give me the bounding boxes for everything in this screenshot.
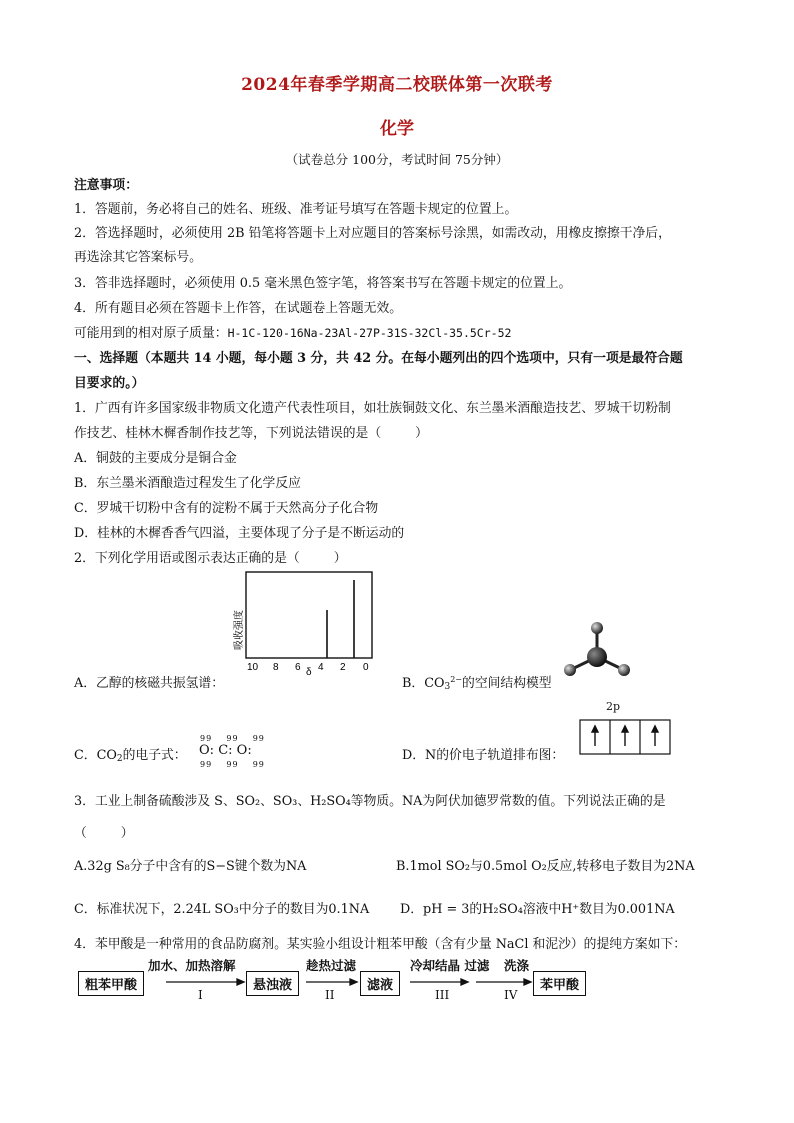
- nmr-tick-8: 8: [273, 662, 279, 673]
- q1-option-b: B．东兰墨米酒酿造过程发生了化学反应: [74, 476, 301, 491]
- q3-option-c: C．标准状况下，2.24L SO₃中分子的数目为0.1NA: [74, 902, 370, 917]
- oxygen-ball-top: [591, 622, 603, 634]
- q3-paren-open: （: [74, 826, 87, 841]
- section1-heading-b: 目要求的。）: [74, 376, 145, 391]
- q2-option-a: A．乙醇的核磁共振氢谱：: [74, 676, 225, 691]
- q2-option-c: [74, 744, 187, 764]
- orbital-diagram: [579, 719, 673, 757]
- nmr-spectrum-figure: [228, 568, 378, 676]
- q1-option-c: C．罗城干切粉中含有的淀粉不属于天然高分子化合物: [74, 501, 379, 516]
- q2-stem-text: 2．下列化学用语或图示表达正确的是（: [74, 551, 300, 566]
- oxygen-ball-right: [618, 664, 630, 676]
- notice-item-1: 1．答题前，务必将自己的姓名、班级、准考证号填写在答题卡规定的位置上。: [74, 202, 518, 217]
- notice-item-3: 3．答非选择题时，必须使用 0.5 毫米黑色签字笔，将答案书写在答题卡规定的位置上。: [74, 276, 572, 291]
- nmr-tick-0: 0: [363, 662, 369, 673]
- nmr-tick-6: 6: [295, 662, 301, 673]
- q3-paren-close: ）: [120, 826, 134, 841]
- subject-title: 化学: [380, 119, 414, 139]
- flow-box-filtrate: 滤液: [360, 971, 400, 996]
- nmr-ylabel: 吸收强度: [234, 610, 245, 650]
- q2-c-prefix: C．CO: [74, 748, 117, 763]
- electron-formula: O: C: O:: [199, 743, 252, 758]
- flow-roman-4: IV: [504, 988, 518, 1002]
- q2-c-sub: 2: [116, 754, 123, 764]
- q2-option-b: [402, 672, 552, 692]
- carbonate-ball-model: [558, 618, 638, 688]
- oxygen-ball-left: [564, 664, 576, 676]
- formula-c: C: [218, 743, 229, 758]
- q2-stem-end: ）: [333, 551, 347, 566]
- formula-o-right: O: [236, 743, 248, 758]
- dots-top-1: 99: [200, 734, 213, 743]
- atomic-masses: [74, 322, 511, 341]
- nmr-tick-2: 2: [340, 662, 346, 673]
- q1-stem-b-text: 作技艺、桂林木樨香制作技艺等，下列说法错误的是（: [74, 426, 382, 441]
- flow-box-product: 苯甲酸: [533, 971, 586, 996]
- q2-b-sup: 2−: [450, 675, 463, 684]
- q3-stem-b: [74, 822, 134, 841]
- formula-o-left: O: [199, 743, 210, 758]
- notice-item-4: 4．所有题目必须在答题卡上作答，在试题卷上答题无效。: [74, 301, 403, 316]
- q1-stem-end: ）: [415, 426, 428, 441]
- q2-option-d: D．N的价电子轨道排布图：: [402, 748, 565, 763]
- q2-b-sub: 3: [444, 682, 451, 692]
- dots-bot-2: 99: [226, 760, 239, 769]
- nmr-unit: δ: [306, 667, 312, 676]
- flow-step-4: 洗涤: [504, 958, 530, 973]
- section1-heading-a: 一、选择题（本题共 14 小题，每小题 3 分，共 42 分。在每小题列出的四个选项中，只有一项是最符合题: [74, 351, 683, 366]
- atomic-masses-label: 可能用到的相对原子质量：: [74, 326, 228, 341]
- dots-bot-1: 99: [200, 760, 213, 769]
- q1-stem-b: [74, 422, 428, 441]
- atomic-masses-values: H-1C-120-16Na-23Al-27P-31S-32Cl-35.5Cr-52: [227, 326, 512, 340]
- q3-option-b: B.1mol SO₂与0.5mol O₂反应,转移电子数目为2NA: [396, 859, 695, 874]
- carbon-ball: [587, 647, 607, 667]
- flow-step-2: 趁热过滤: [306, 958, 357, 973]
- q2-b-text: 的空间结构模型: [462, 676, 552, 691]
- orbital-label: 2p: [606, 700, 621, 713]
- exam-info: （试卷总分 100分，考试时间 75分钟）: [285, 152, 509, 167]
- flow-step-1: 加水、加热溶解: [148, 958, 236, 973]
- notice-heading: 注意事项：: [74, 178, 138, 193]
- q2-c-text: 的电子式：: [122, 748, 187, 763]
- dots-top-2: 99: [226, 734, 239, 743]
- q4-stem: 4．苯甲酸是一种常用的食品防腐剂。某实验小组设计粗苯甲酸（含有少量 NaCl 和泥沙）的提纯方案如下：: [74, 937, 687, 952]
- exam-title: 2024年春季学期高二校联体第一次联考: [241, 75, 553, 95]
- flow-box-suspension: 悬浊液: [246, 971, 299, 996]
- flow-step-3: 冷却结晶 过滤: [410, 958, 490, 973]
- q1-option-a: A．铜鼓的主要成分是铜合金: [74, 451, 237, 466]
- electron-dots-top: [200, 734, 265, 743]
- notice-item-2a: 2．答选择题时，必须使用 2B 铅笔将答题卡上对应题目的答案标号涂黑，如需改动，用橡皮擦擦干净后，: [74, 226, 671, 241]
- q1-stem-a: 1．广西有许多国家级非物质文化遗产代表性项目，如壮族铜鼓文化、东兰墨米酒酿造技艺、罗城干切粉制: [74, 401, 671, 416]
- q2-b-prefix: B．CO: [402, 676, 445, 691]
- q2-stem: [74, 547, 347, 566]
- electron-dots-bottom: [200, 760, 265, 769]
- nmr-tick-4: 4: [318, 662, 324, 673]
- q3-option-d: D．pH = 3的H₂SO₄溶液中H⁺数目为0.001NA: [400, 902, 675, 917]
- flow-box-crude: 粗苯甲酸: [78, 971, 144, 996]
- dots-top-3: 99: [252, 734, 265, 743]
- flow-roman-1: I: [198, 988, 203, 1002]
- q3-option-a: A.32g S₈分子中含有的S−S键个数为NA: [74, 859, 307, 874]
- dots-bot-3: 99: [252, 760, 265, 769]
- q3-stem-a: 3．工业上制备硫酸涉及 S、SO₂、SO₃、H₂SO₄等物质。NA为阿伏加德罗常数的值。下列说法正确的是: [74, 794, 666, 809]
- q1-option-d: D．桂林的木樨香香气四溢，主要体现了分子是不断运动的: [74, 526, 405, 541]
- nmr-frame: [246, 572, 372, 658]
- flow-roman-2: II: [325, 988, 335, 1002]
- nmr-tick-10: 10: [247, 662, 259, 673]
- notice-item-2b: 再选涂其它答案标号。: [74, 250, 202, 265]
- flow-roman-3: III: [435, 988, 450, 1002]
